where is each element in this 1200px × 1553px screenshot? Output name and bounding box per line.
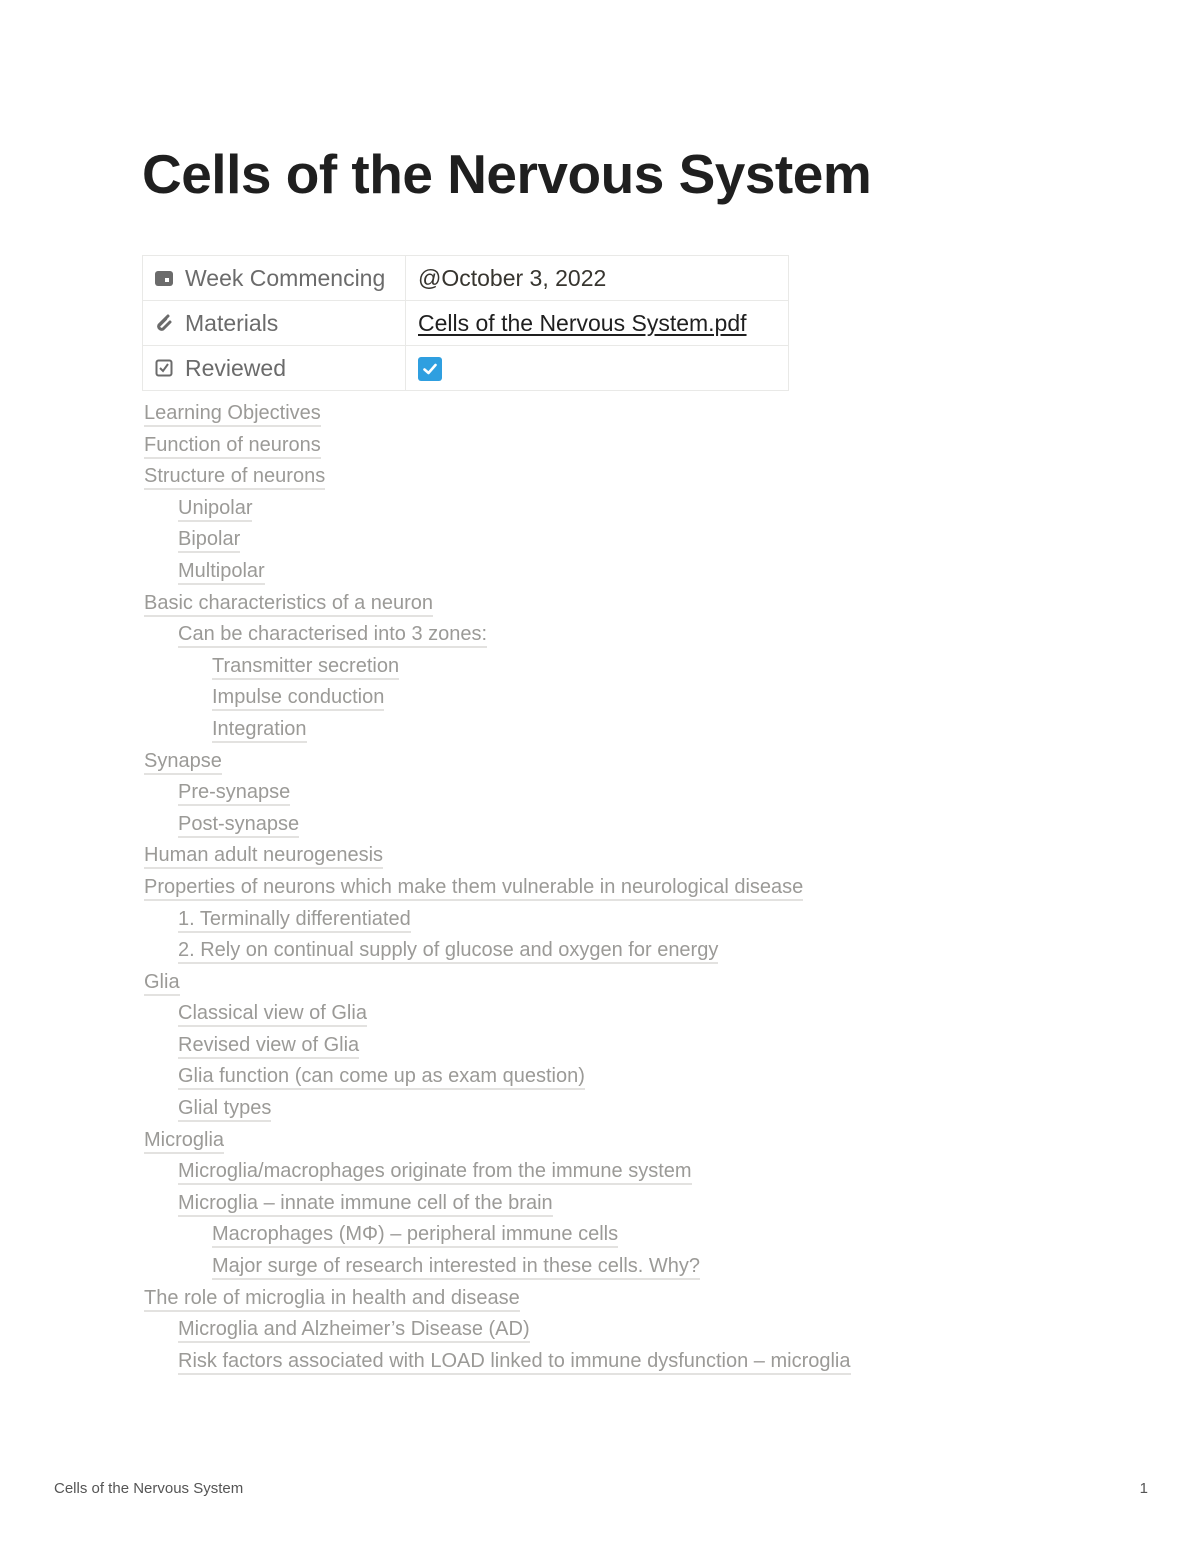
toc-item — [144, 1125, 1104, 1157]
properties-table — [142, 255, 789, 391]
calendar-icon — [153, 267, 175, 289]
footer-page-number: 1 — [1139, 1480, 1148, 1497]
toc-item — [144, 967, 1104, 999]
toc-item — [144, 493, 1104, 525]
property-key-label: Week Commencing — [185, 264, 386, 291]
toc-item — [144, 840, 1104, 872]
toc-link[interactable]: Major surge of research interested in these cells. Why? — [212, 1255, 700, 1280]
toc-item — [144, 1283, 1104, 1315]
toc-item — [144, 935, 1104, 967]
property-value-cell[interactable] — [406, 301, 789, 346]
toc-item — [144, 398, 1104, 430]
toc-item — [144, 682, 1104, 714]
toc-item — [144, 556, 1104, 588]
toc-link[interactable]: Risk factors associated with LOAD linked to immune dysfunction – microglia — [178, 1350, 851, 1375]
toc-link[interactable]: Microglia and Alzheimer’s Disease (AD) — [178, 1318, 530, 1343]
toc-item — [144, 1030, 1104, 1062]
toc-link[interactable]: 2. Rely on continual supply of glucose and oxygen for energy — [178, 939, 718, 964]
property-key-cell[interactable] — [143, 346, 406, 391]
toc-link[interactable]: Structure of neurons — [144, 465, 325, 490]
page-title: Cells of the Nervous System — [142, 143, 872, 205]
property-key-label: Materials — [185, 309, 279, 336]
toc-item — [144, 461, 1104, 493]
toc-link[interactable]: Impulse conduction — [212, 686, 384, 711]
toc-item — [144, 904, 1104, 936]
toc-link[interactable]: Microglia – innate immune cell of the brain — [178, 1192, 553, 1217]
toc-link[interactable]: Integration — [212, 718, 307, 743]
table-of-contents — [144, 398, 1104, 1377]
toc-item — [144, 872, 1104, 904]
property-row-week-commencing — [143, 256, 789, 301]
toc-link[interactable]: Revised view of Glia — [178, 1034, 359, 1059]
toc-item — [144, 430, 1104, 462]
property-row-materials — [143, 301, 789, 346]
toc-link[interactable]: The role of microglia in health and disease — [144, 1287, 520, 1312]
toc-item — [144, 1061, 1104, 1093]
toc-item — [144, 1251, 1104, 1283]
toc-link[interactable]: 1. Terminally differentiated — [178, 908, 411, 933]
property-key-cell[interactable] — [143, 256, 406, 301]
toc-link[interactable]: Properties of neurons which make them vulnerable in neurological disease — [144, 876, 803, 901]
toc-item — [144, 1156, 1104, 1188]
toc-link[interactable]: Classical view of Glia — [178, 1002, 367, 1027]
toc-item — [144, 714, 1104, 746]
toc-item — [144, 777, 1104, 809]
toc-link[interactable]: Pre-synapse — [178, 781, 290, 806]
toc-link[interactable]: Post-synapse — [178, 813, 299, 838]
toc-link[interactable]: Transmitter secretion — [212, 655, 399, 680]
toc-link[interactable]: Bipolar — [178, 528, 240, 553]
toc-link[interactable]: Glia function (can come up as exam question) — [178, 1065, 585, 1090]
toc-item — [144, 651, 1104, 683]
toc-link[interactable]: Microglia/macrophages originate from the immune system — [178, 1160, 692, 1185]
toc-link[interactable]: Human adult neurogenesis — [144, 844, 383, 869]
toc-link[interactable]: Basic characteristics of a neuron — [144, 592, 433, 617]
toc-link[interactable]: Microglia — [144, 1129, 224, 1154]
toc-item — [144, 998, 1104, 1030]
paperclip-icon — [153, 312, 175, 334]
toc-item — [144, 1093, 1104, 1125]
property-key-cell[interactable] — [143, 301, 406, 346]
checkmark-icon — [421, 360, 439, 378]
date-mention[interactable]: @October 3, 2022 — [418, 264, 607, 291]
toc-item — [144, 1219, 1104, 1251]
toc-link[interactable]: Synapse — [144, 750, 222, 775]
checkbox-icon — [153, 357, 175, 379]
toc-item — [144, 1314, 1104, 1346]
toc-item — [144, 619, 1104, 651]
toc-item — [144, 588, 1104, 620]
toc-link[interactable]: Macrophages (MΦ) – peripheral immune cells — [212, 1223, 618, 1248]
toc-link[interactable]: Unipolar — [178, 497, 252, 522]
toc-link[interactable]: Glia — [144, 971, 180, 996]
toc-link[interactable]: Glial types — [178, 1097, 271, 1122]
property-value-cell[interactable] — [406, 256, 789, 301]
property-row-reviewed — [143, 346, 789, 391]
footer-doc-title: Cells of the Nervous System — [54, 1480, 244, 1497]
toc-link[interactable]: Learning Objectives — [144, 402, 321, 427]
property-value-cell[interactable] — [406, 346, 789, 391]
toc-item — [144, 524, 1104, 556]
toc-item — [144, 809, 1104, 841]
toc-link[interactable]: Function of neurons — [144, 434, 321, 459]
toc-item — [144, 1188, 1104, 1220]
toc-link[interactable]: Can be characterised into 3 zones: — [178, 623, 487, 648]
toc-item — [144, 1346, 1104, 1378]
reviewed-checkbox[interactable] — [418, 357, 442, 381]
property-key-label: Reviewed — [185, 354, 286, 381]
materials-file-link[interactable]: Cells of the Nervous System.pdf — [418, 309, 747, 336]
toc-link[interactable]: Multipolar — [178, 560, 265, 585]
toc-item — [144, 746, 1104, 778]
